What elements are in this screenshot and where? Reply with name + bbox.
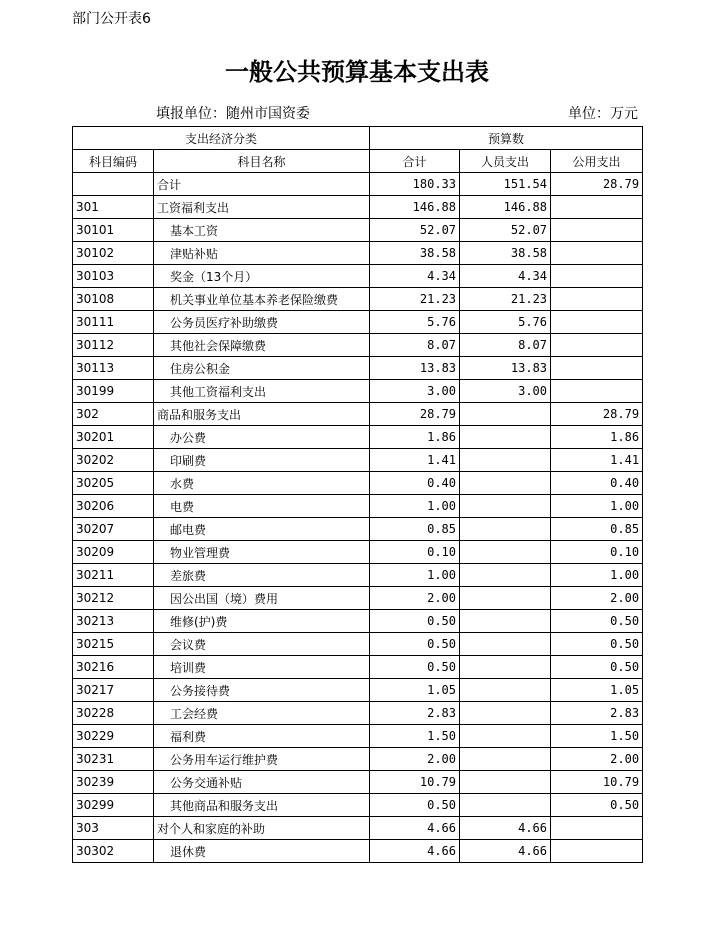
cell-public xyxy=(551,357,643,380)
cell-total: 21.23 xyxy=(370,288,460,311)
cell-total: 1.50 xyxy=(370,725,460,748)
cell-personnel xyxy=(460,748,551,771)
cell-total: 0.50 xyxy=(370,794,460,817)
cell-public: 10.79 xyxy=(551,771,643,794)
cell-personnel xyxy=(460,702,551,725)
table-row xyxy=(73,771,643,794)
cell-code: 30111 xyxy=(73,311,154,334)
cell-personnel xyxy=(460,610,551,633)
table-row xyxy=(73,449,643,472)
cell-personnel xyxy=(460,472,551,495)
table-row xyxy=(73,817,643,840)
cell-personnel xyxy=(460,679,551,702)
cell-total: 38.58 xyxy=(370,242,460,265)
cell-public xyxy=(551,219,643,242)
cell-name: 印刷费 xyxy=(154,449,370,472)
table-number-label: 部门公开表6 xyxy=(72,11,151,27)
table-row xyxy=(73,518,643,541)
cell-code: 30217 xyxy=(73,679,154,702)
cell-personnel xyxy=(460,495,551,518)
cell-personnel xyxy=(460,564,551,587)
cell-code: 30215 xyxy=(73,633,154,656)
cell-public: 28.79 xyxy=(551,403,643,426)
cell-public: 0.50 xyxy=(551,656,643,679)
cell-code: 30229 xyxy=(73,725,154,748)
cell-name: 奖金（13个月） xyxy=(154,265,370,288)
cell-personnel xyxy=(460,518,551,541)
cell-personnel: 13.83 xyxy=(460,357,551,380)
cell-total: 0.50 xyxy=(370,656,460,679)
cell-public: 2.00 xyxy=(551,748,643,771)
cell-total: 0.50 xyxy=(370,633,460,656)
group-header-budget: 预算数 xyxy=(370,127,643,150)
cell-personnel: 4.66 xyxy=(460,840,551,863)
cell-personnel xyxy=(460,794,551,817)
cell-name: 维修(护)费 xyxy=(154,610,370,633)
table-row xyxy=(73,288,643,311)
cell-total: 146.88 xyxy=(370,196,460,219)
cell-code: 30103 xyxy=(73,265,154,288)
cell-public: 1.00 xyxy=(551,564,643,587)
cell-public xyxy=(551,380,643,403)
cell-personnel: 21.23 xyxy=(460,288,551,311)
cell-public xyxy=(551,817,643,840)
cell-code: 303 xyxy=(73,817,154,840)
cell-code: 30213 xyxy=(73,610,154,633)
table-row xyxy=(73,702,643,725)
cell-name: 公务员医疗补助缴费 xyxy=(154,311,370,334)
table-row xyxy=(73,472,643,495)
table-row xyxy=(73,426,643,449)
cell-code: 30302 xyxy=(73,840,154,863)
table-row xyxy=(73,380,643,403)
cell-total: 10.79 xyxy=(370,771,460,794)
cell-personnel: 3.00 xyxy=(460,380,551,403)
cell-name: 其他工资福利支出 xyxy=(154,380,370,403)
table-row xyxy=(73,679,643,702)
cell-total: 52.07 xyxy=(370,219,460,242)
cell-total: 2.83 xyxy=(370,702,460,725)
cell-public: 0.50 xyxy=(551,610,643,633)
cell-name: 津贴补贴 xyxy=(154,242,370,265)
cell-personnel xyxy=(460,403,551,426)
cell-name: 其他社会保障缴费 xyxy=(154,334,370,357)
cell-personnel xyxy=(460,771,551,794)
cell-code: 30205 xyxy=(73,472,154,495)
cell-public: 1.86 xyxy=(551,426,643,449)
cell-personnel xyxy=(460,633,551,656)
cell-total: 4.66 xyxy=(370,840,460,863)
cell-name: 差旅费 xyxy=(154,564,370,587)
table-row xyxy=(73,219,643,242)
table-row xyxy=(73,334,643,357)
column-header-code: 科目编码 xyxy=(73,150,154,173)
reporting-unit: 填报单位：随州市国资委 xyxy=(156,106,310,122)
cell-code: 30112 xyxy=(73,334,154,357)
cell-total: 4.34 xyxy=(370,265,460,288)
cell-personnel xyxy=(460,541,551,564)
cell-total: 0.10 xyxy=(370,541,460,564)
cell-total: 180.33 xyxy=(370,173,460,196)
cell-personnel xyxy=(460,426,551,449)
cell-total: 28.79 xyxy=(370,403,460,426)
cell-name: 邮电费 xyxy=(154,518,370,541)
cell-code: 30202 xyxy=(73,449,154,472)
cell-personnel: 146.88 xyxy=(460,196,551,219)
cell-total: 2.00 xyxy=(370,748,460,771)
table-row xyxy=(73,173,643,196)
cell-public: 0.50 xyxy=(551,794,643,817)
cell-code: 301 xyxy=(73,196,154,219)
cell-name: 对个人和家庭的补助 xyxy=(154,817,370,840)
column-header-total: 合计 xyxy=(370,150,460,173)
table-row xyxy=(73,840,643,863)
table-row xyxy=(73,196,643,219)
cell-personnel: 38.58 xyxy=(460,242,551,265)
cell-total: 4.66 xyxy=(370,817,460,840)
cell-personnel xyxy=(460,656,551,679)
cell-code: 30101 xyxy=(73,219,154,242)
cell-name: 工会经费 xyxy=(154,702,370,725)
cell-total: 3.00 xyxy=(370,380,460,403)
cell-name: 住房公积金 xyxy=(154,357,370,380)
cell-total: 2.00 xyxy=(370,587,460,610)
table-row xyxy=(73,633,643,656)
cell-code: 30108 xyxy=(73,288,154,311)
cell-public xyxy=(551,311,643,334)
cell-code: 30299 xyxy=(73,794,154,817)
cell-name: 水费 xyxy=(154,472,370,495)
table-row xyxy=(73,265,643,288)
cell-personnel xyxy=(460,725,551,748)
cell-code: 302 xyxy=(73,403,154,426)
cell-public xyxy=(551,265,643,288)
cell-total: 0.85 xyxy=(370,518,460,541)
table-row xyxy=(73,748,643,771)
cell-name: 退休费 xyxy=(154,840,370,863)
budget-table xyxy=(72,126,643,863)
cell-code: 30231 xyxy=(73,748,154,771)
cell-code: 30209 xyxy=(73,541,154,564)
cell-name: 电费 xyxy=(154,495,370,518)
cell-public: 0.50 xyxy=(551,633,643,656)
cell-total: 5.76 xyxy=(370,311,460,334)
cell-code: 30113 xyxy=(73,357,154,380)
cell-personnel: 151.54 xyxy=(460,173,551,196)
table-group-header-row xyxy=(73,127,643,150)
cell-public xyxy=(551,242,643,265)
group-header-classification: 支出经济分类 xyxy=(73,127,370,150)
cell-name: 商品和服务支出 xyxy=(154,403,370,426)
cell-total: 8.07 xyxy=(370,334,460,357)
cell-name: 基本工资 xyxy=(154,219,370,242)
cell-public: 1.05 xyxy=(551,679,643,702)
cell-name: 会议费 xyxy=(154,633,370,656)
cell-name: 其他商品和服务支出 xyxy=(154,794,370,817)
table-row xyxy=(73,357,643,380)
cell-personnel xyxy=(460,587,551,610)
table-row xyxy=(73,311,643,334)
cell-total: 0.50 xyxy=(370,610,460,633)
cell-public xyxy=(551,840,643,863)
cell-public: 0.10 xyxy=(551,541,643,564)
cell-name: 公务接待费 xyxy=(154,679,370,702)
cell-personnel: 4.34 xyxy=(460,265,551,288)
cell-code: 30207 xyxy=(73,518,154,541)
cell-personnel: 4.66 xyxy=(460,817,551,840)
cell-total: 1.05 xyxy=(370,679,460,702)
cell-name: 公务用车运行维护费 xyxy=(154,748,370,771)
cell-code: 30102 xyxy=(73,242,154,265)
table-row xyxy=(73,541,643,564)
cell-name: 培训费 xyxy=(154,656,370,679)
cell-public: 1.00 xyxy=(551,495,643,518)
cell-code: 30199 xyxy=(73,380,154,403)
cell-personnel: 5.76 xyxy=(460,311,551,334)
cell-code: 30201 xyxy=(73,426,154,449)
column-header-personnel: 人员支出 xyxy=(460,150,551,173)
cell-public: 1.41 xyxy=(551,449,643,472)
cell-public: 0.40 xyxy=(551,472,643,495)
cell-public: 0.85 xyxy=(551,518,643,541)
cell-name: 办公费 xyxy=(154,426,370,449)
table-row xyxy=(73,656,643,679)
cell-public: 1.50 xyxy=(551,725,643,748)
cell-code xyxy=(73,173,154,196)
table-row xyxy=(73,587,643,610)
cell-name: 物业管理费 xyxy=(154,541,370,564)
cell-public xyxy=(551,196,643,219)
cell-code: 30239 xyxy=(73,771,154,794)
cell-total: 1.86 xyxy=(370,426,460,449)
cell-name: 福利费 xyxy=(154,725,370,748)
cell-personnel: 52.07 xyxy=(460,219,551,242)
page-title: 一般公共预算基本支出表 xyxy=(225,57,489,86)
cell-public: 2.00 xyxy=(551,587,643,610)
cell-code: 30211 xyxy=(73,564,154,587)
table-row xyxy=(73,610,643,633)
cell-code: 30228 xyxy=(73,702,154,725)
cell-total: 1.00 xyxy=(370,564,460,587)
table-column-header-row xyxy=(73,150,643,173)
table-row xyxy=(73,403,643,426)
table-row xyxy=(73,794,643,817)
cell-code: 30212 xyxy=(73,587,154,610)
cell-total: 13.83 xyxy=(370,357,460,380)
table-row xyxy=(73,242,643,265)
cell-total: 1.41 xyxy=(370,449,460,472)
cell-public: 2.83 xyxy=(551,702,643,725)
table-body xyxy=(73,173,643,863)
table-row xyxy=(73,495,643,518)
cell-name: 合计 xyxy=(154,173,370,196)
cell-total: 1.00 xyxy=(370,495,460,518)
cell-name: 工资福利支出 xyxy=(154,196,370,219)
cell-code: 30206 xyxy=(73,495,154,518)
cell-personnel: 8.07 xyxy=(460,334,551,357)
column-header-name: 科目名称 xyxy=(154,150,370,173)
column-header-public: 公用支出 xyxy=(551,150,643,173)
cell-name: 机关事业单位基本养老保险缴费 xyxy=(154,288,370,311)
cell-public: 28.79 xyxy=(551,173,643,196)
cell-name: 因公出国（境）费用 xyxy=(154,587,370,610)
cell-code: 30216 xyxy=(73,656,154,679)
cell-name: 公务交通补贴 xyxy=(154,771,370,794)
cell-public xyxy=(551,288,643,311)
table-row xyxy=(73,725,643,748)
currency-unit: 单位：万元 xyxy=(568,106,638,122)
table-row xyxy=(73,564,643,587)
cell-public xyxy=(551,334,643,357)
cell-total: 0.40 xyxy=(370,472,460,495)
cell-personnel xyxy=(460,449,551,472)
